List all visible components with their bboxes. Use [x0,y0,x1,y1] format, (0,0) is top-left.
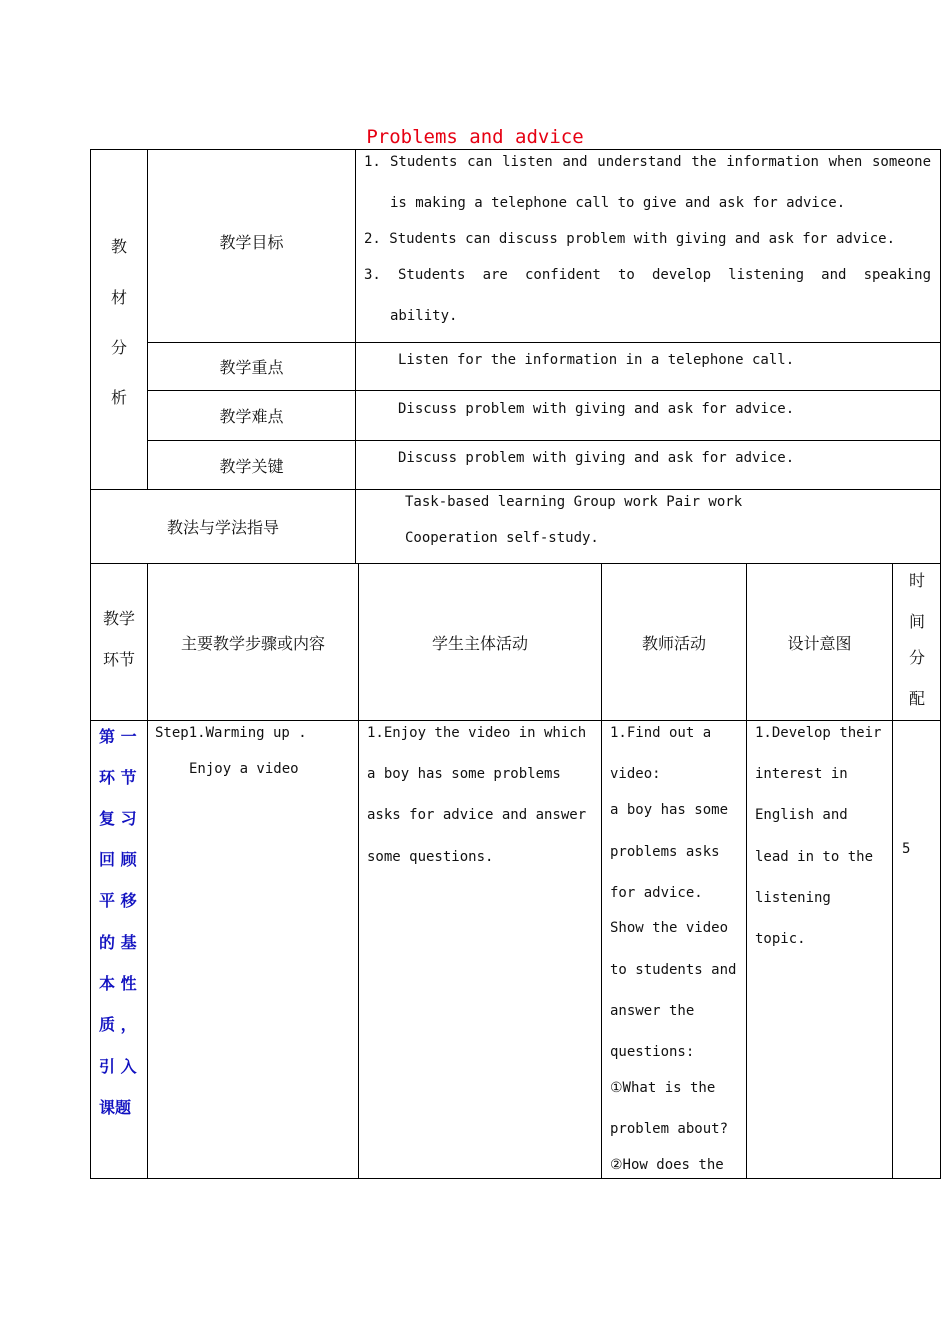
row1-teacher-line-2: video: [610,766,661,782]
row1-design-line-3: English and [755,807,848,823]
row1-design-line-5: listening [755,890,831,906]
objective-2: 2. Students can discuss problem with giving and ask for advice. [364,231,896,247]
header-time-char-4: 配 [909,689,926,708]
header-time-char-2: 间 [909,612,926,631]
row1-stage-line-2: 环 节 [99,768,137,787]
objectives-label: 教学目标 [147,149,356,343]
analysis-side-char-2: 材 [111,288,128,307]
row1-teacher-line-1: 1.Find out a [610,725,712,741]
objective-3-num: 3. [364,267,381,283]
methods-label: 教法与学法指导 [90,489,356,564]
key-text: Discuss problem with giving and ask for advice. [398,450,795,466]
row1-design-line-4: lead in to the [755,849,874,865]
difficulties-label: 教学难点 [147,390,356,441]
row1-time-value: 5 [902,841,911,857]
row1-teacher-line-11: problem about? [610,1121,729,1137]
row1-student-line-3: asks for advice and answer [367,807,587,823]
row1-teacher-line-7: to students and [610,962,737,978]
objective-1-line2: is making a telephone call to give and ask for advice. [390,195,846,211]
row1-stage-line-9: 引 入 [99,1057,137,1076]
header-stage [90,563,148,721]
row1-teacher-line-9: questions: [610,1044,695,1060]
row1-time-cell [892,720,941,1179]
row1-student-line-1: 1.Enjoy the video in which [367,725,587,741]
analysis-side-char-4: 析 [111,388,128,407]
header-time-char-1: 时 [909,571,926,590]
row1-stage-line-3: 复 习 [99,809,137,828]
row1-stage-line-4: 回 顾 [99,850,137,869]
row1-design-line-1: 1.Develop their [755,725,882,741]
row1-stage-line-10: 课题 [99,1098,132,1117]
row1-teacher-line-8: answer the [610,1003,695,1019]
row1-teacher-line-5: for advice. [610,885,703,901]
objective-3-line1: Students are confident to develop listening and speaking [398,267,931,283]
row1-stage-line-8: 质 ， [99,1015,137,1034]
row1-teacher-line-12: ②How does the [610,1157,724,1173]
header-student: 学生主体活动 [358,563,602,721]
row1-design-line-2: interest in [755,766,848,782]
row1-design-line-6: topic. [755,931,806,947]
header-stage-line-1: 教学 [103,609,136,628]
difficulties-text: Discuss problem with giving and ask for advice. [398,401,795,417]
row1-steps-line-1: Step1.Warming up . [155,725,307,741]
objective-1-line1: Students can listen and understand the information when someone [390,154,931,170]
row1-student-cell [358,720,602,1179]
row1-teacher-line-3: a boy has some [610,802,729,818]
row1-student-line-2: a boy has some problems [367,766,561,782]
row1-teacher-line-10: ①What is the [610,1080,716,1096]
header-steps: 主要教学步骤或内容 [147,563,359,721]
objective-1-num: 1. [364,154,381,170]
row1-teacher-line-4: problems asks [610,844,720,860]
header-teacher: 教师活动 [601,563,747,721]
methods-line-1: Task-based learning Group work Pair work [405,494,743,510]
row1-teacher-line-6: Show the video [610,920,729,936]
row1-steps-line-2: Enjoy a video [189,761,299,777]
row1-stage-line-5: 平 移 [99,891,137,910]
key-label: 教学关键 [147,440,356,490]
row1-steps-cell [147,720,359,1179]
row1-design-cell [746,720,893,1179]
document-title: Problems and advice [366,126,584,148]
key-points-label: 教学重点 [147,342,356,391]
row1-stage-line-6: 的 基 [99,933,137,952]
analysis-side-char-1: 教 [111,237,128,256]
row1-stage-line-1: 第 一 [99,727,137,746]
header-stage-line-2: 环节 [103,650,136,669]
header-time-char-3: 分 [909,648,926,667]
analysis-side-char-3: 分 [111,338,128,357]
key-points-text: Listen for the information in a telephone call. [398,352,795,368]
methods-line-2: Cooperation self-study. [405,530,599,546]
row1-teacher-cell [601,720,747,1179]
objective-3-line2: ability. [390,308,458,324]
row1-student-line-4: some questions. [367,849,494,865]
analysis-side-cell [90,149,148,490]
header-design: 设计意图 [746,563,893,721]
row1-stage-line-7: 本 性 [99,974,137,993]
